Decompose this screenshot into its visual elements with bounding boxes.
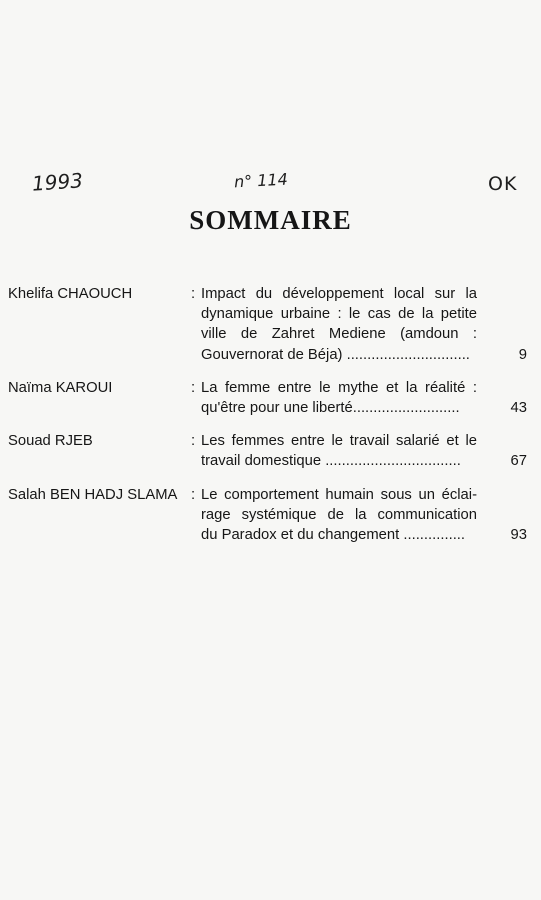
toc-title-line: Les femmes entre le travail salarié et le xyxy=(201,433,477,450)
toc-entry xyxy=(8,431,528,471)
toc-page-number: 43 xyxy=(510,400,527,417)
toc-title-line: Le comportement humain sous un éclai- xyxy=(201,486,477,503)
toc-entry xyxy=(8,378,528,418)
toc-separator: : xyxy=(191,433,196,450)
table-of-contents xyxy=(8,284,528,558)
toc-entry xyxy=(8,485,528,546)
toc-title-line: travail domestique ................................. xyxy=(201,453,461,470)
toc-article-title xyxy=(201,378,528,418)
toc-author: Salah BEN HADJ SLAMA xyxy=(8,486,178,503)
toc-article-title xyxy=(201,431,528,471)
page-title: SOMMAIRE xyxy=(189,205,352,235)
toc-title-last-line xyxy=(201,525,528,545)
toc-author: Naïma KAROUI xyxy=(8,379,113,396)
toc-author: Souad RJEB xyxy=(8,433,93,450)
toc-title-last-line xyxy=(201,345,528,365)
toc-title-line: Gouvernorat de Béja) .............................. xyxy=(201,346,470,363)
toc-page-number: 93 xyxy=(510,527,527,544)
toc-separator: : xyxy=(191,286,196,302)
handwritten-year: 1993 xyxy=(31,168,84,196)
toc-article-title xyxy=(201,485,528,546)
toc-author: Khelifa CHAOUCH xyxy=(8,286,133,302)
toc-title-line: Impact du développement local sur la xyxy=(201,286,477,302)
toc-title-last-line xyxy=(201,451,528,471)
toc-title-line: La femme entre le mythe et la réalité : xyxy=(201,379,477,396)
handwritten-issue-number: n° 114 xyxy=(233,169,289,192)
toc-title-line: qu'être pour une liberté.......................... xyxy=(201,400,460,417)
toc-title-line: dynamique urbaine : le cas de la petite xyxy=(201,306,477,323)
toc-page-number: 9 xyxy=(518,346,527,363)
toc-entry xyxy=(8,284,528,365)
toc-title-line: rage systémique de la communication xyxy=(201,506,477,523)
toc-title-line: ville de Zahret Mediene (amdoun : xyxy=(201,326,477,343)
toc-article-title xyxy=(201,284,528,365)
toc-separator: : xyxy=(191,379,196,396)
toc-separator: : xyxy=(191,486,196,503)
toc-title-last-line xyxy=(201,398,528,418)
toc-page-number: 67 xyxy=(510,453,527,470)
toc-title-line: du Paradox et du changement ............... xyxy=(201,527,466,544)
handwritten-ok-mark: OK xyxy=(488,173,518,195)
